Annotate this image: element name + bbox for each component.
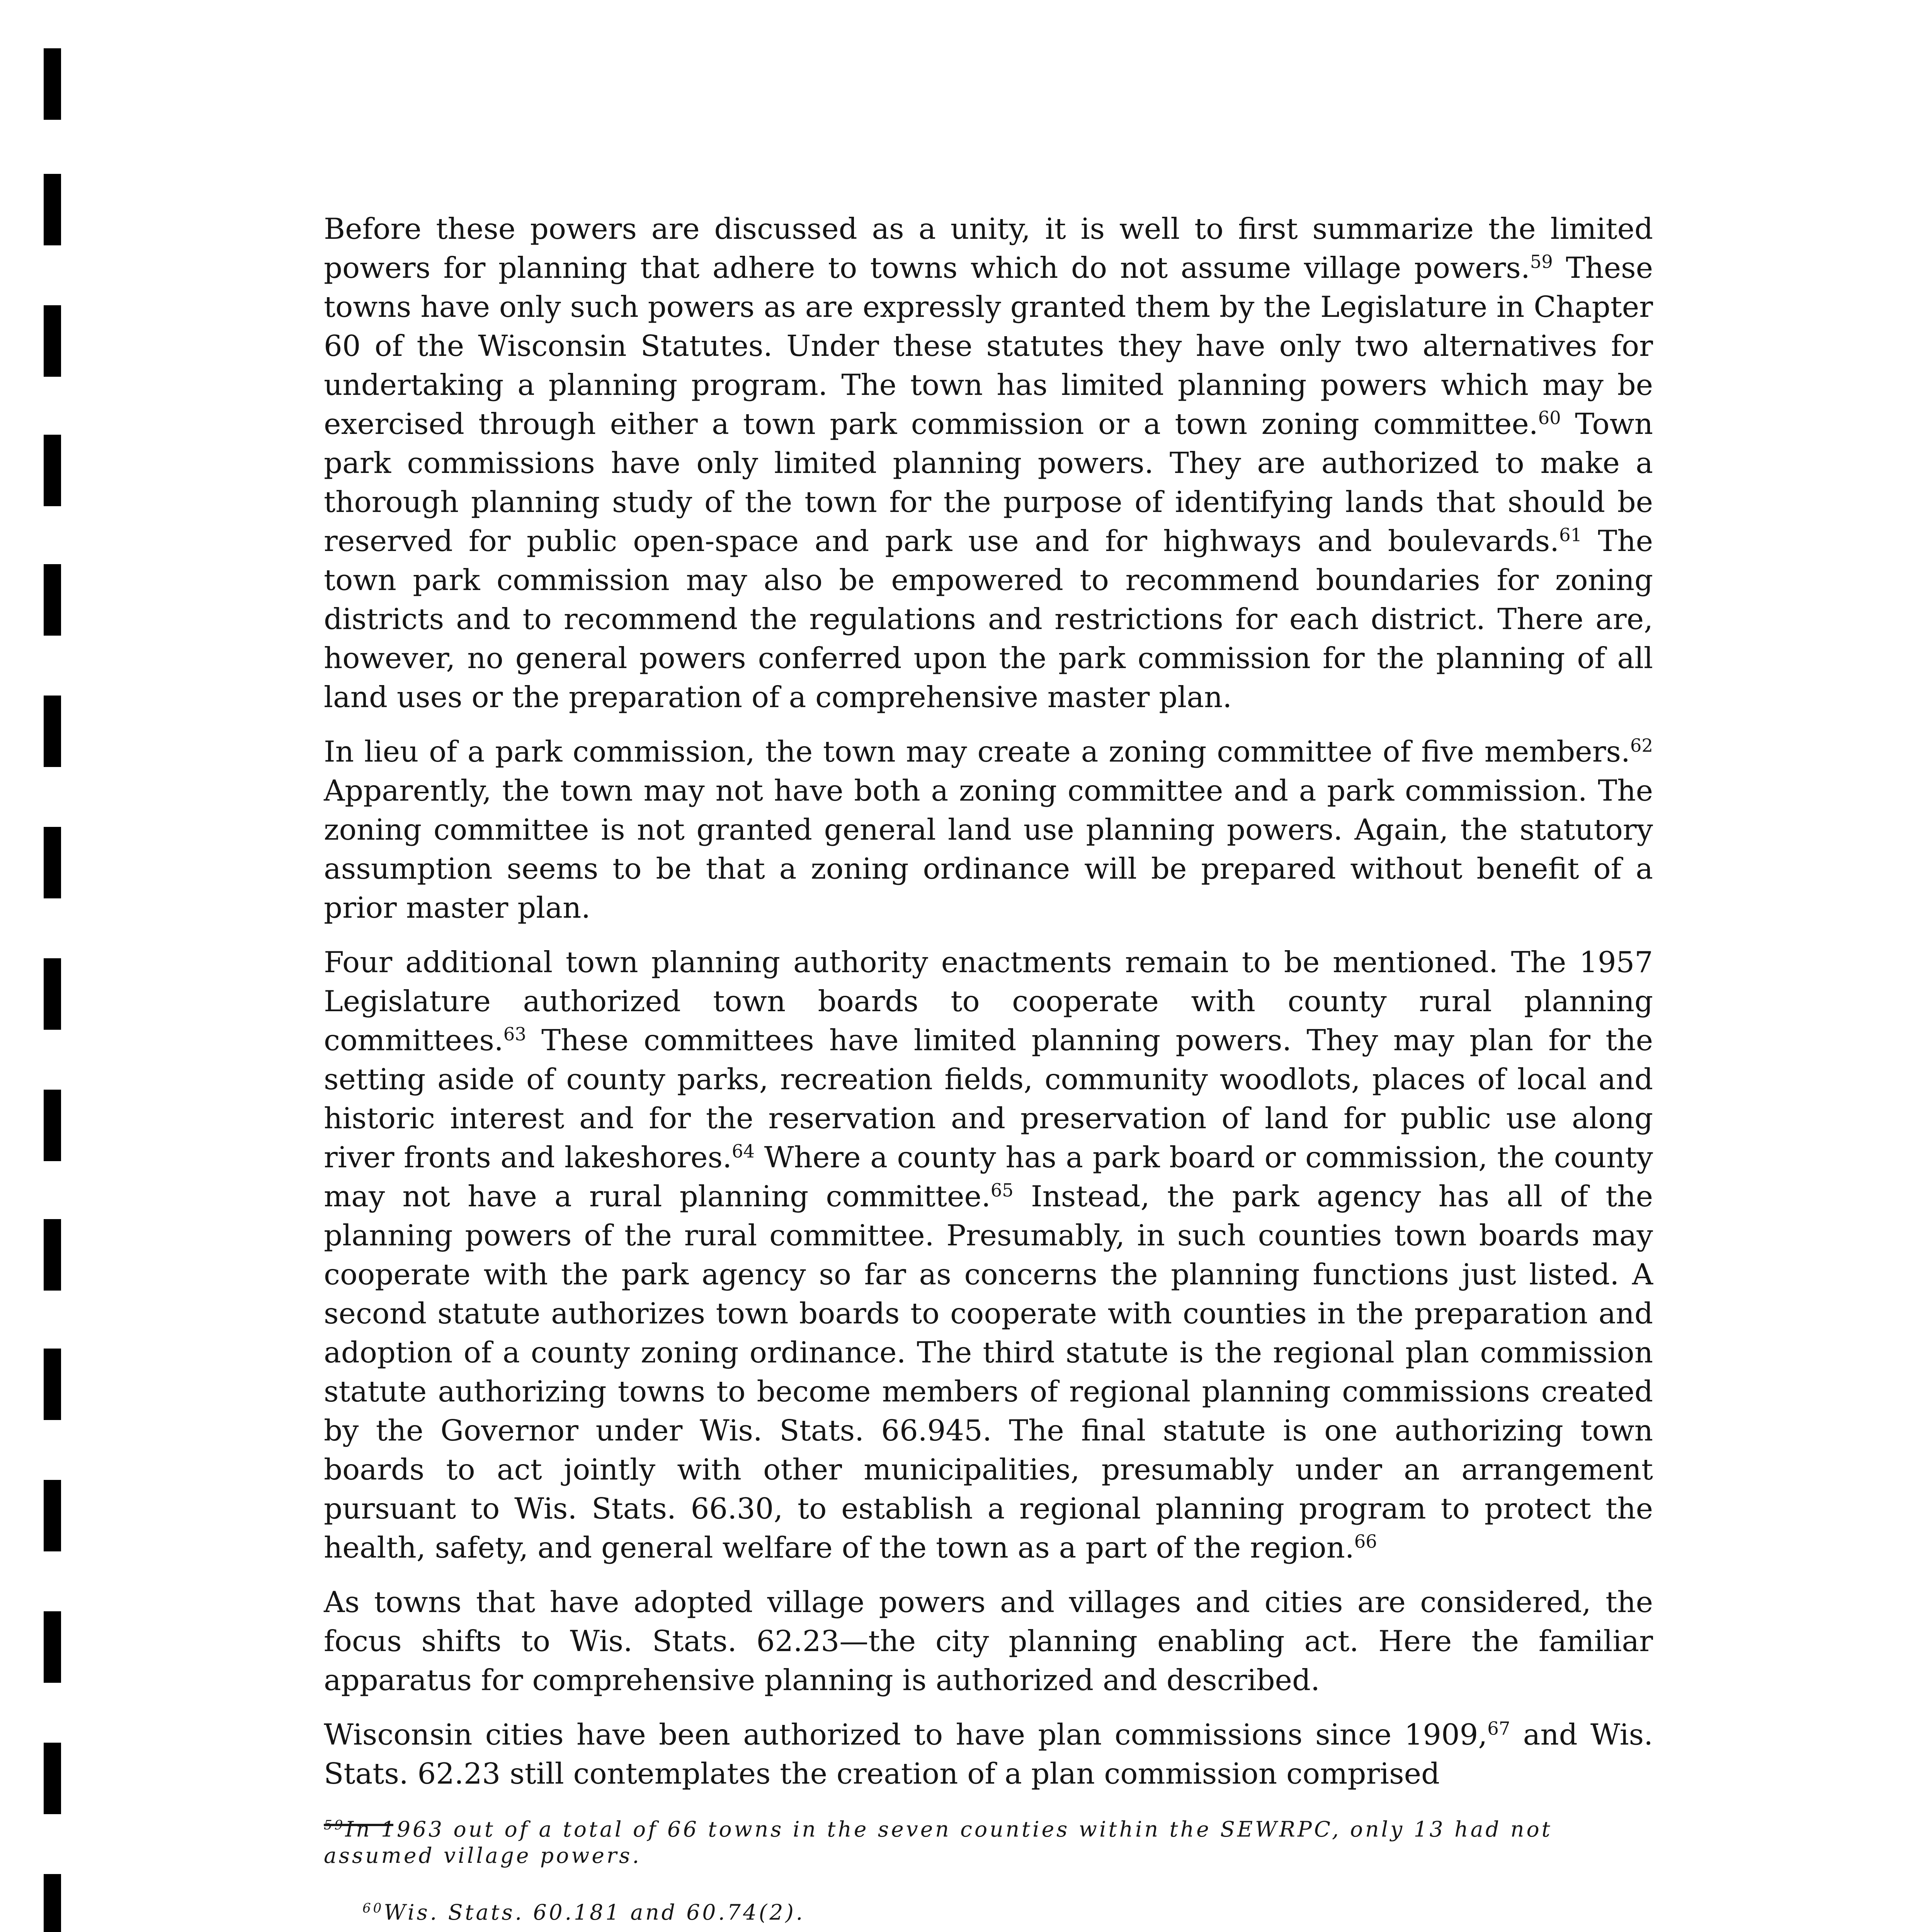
text-run: These committees have limited planning powers. They may plan for the setting aside of county parks, recreation fields, community woodlots, places of local and historic interest and for the reservation and preservation of land for public use along river fronts and lakeshores.: [324, 1023, 1653, 1174]
paragraph: [324, 209, 1653, 717]
text-run: Before these powers are discussed as a unity, it is well to first summarize the limited powers for planning that adhere to towns which do not assume village powers.: [324, 212, 1653, 285]
footnote-marker: 66: [1354, 1531, 1377, 1552]
footnote-marker: 59: [1530, 251, 1553, 272]
text-run: Where a county has a park board or commission, the county may not have a rural planning committee.: [324, 1140, 1653, 1213]
binding-mark: [44, 48, 61, 120]
text-run: These towns have only such powers as are expressly granted them by the Legislature in Chapter 60 of the Wisconsin Statutes. Under these statutes they have only two alternatives for undertaking a planning program. The town has limited planning powers which may be exercised through either a town park commission or a town zoning committee.: [324, 251, 1653, 441]
footnote: [324, 1886, 1653, 1932]
paragraph: [324, 1583, 1653, 1700]
text-run: Town park commissions have only limited planning powers. They are authorized to make a thorough planning study of the town for the purpose of identifying lands that should be reserved for public open-space and park use and for highways and boulevards.: [324, 407, 1653, 558]
footnote-text: In 1963 out of a total of 66 towns in the seven counties within the SEWRPC, only 13 had not assumed village powers.: [324, 1817, 1553, 1868]
footnote: [324, 1816, 1653, 1869]
binding-mark: [44, 1090, 61, 1161]
footnote-marker: 64: [731, 1141, 755, 1162]
text-run: Wisconsin cities have been authorized to have plan commissions since 1909,: [324, 1718, 1488, 1752]
footnote-marker: 61: [1559, 524, 1582, 546]
text-run: Apparently, the town may not have both a zoning committee and a park commission. The zoning committee is not granted general land use planning powers. Again, the statutory assumption seems to be that a zoning ordinance will be prepared without benefit of a prior master plan.: [324, 774, 1653, 925]
footnote-marker: 62: [1630, 735, 1653, 756]
binding-mark: [44, 1743, 61, 1814]
text-run: In lieu of a park commission, the town may create a zoning committee of five members.: [324, 735, 1630, 769]
binding-mark: [44, 1874, 61, 1932]
text-run: As towns that have adopted village powers and villages and cities are considered, the focus shifts to Wis. Stats. 62.23—the city planning enabling act. Here the familiar apparatus for comprehensive planning is authorized and described.: [324, 1585, 1653, 1697]
footnote-text: Wis. Stats. 60.181 and 60.74(2).: [384, 1900, 805, 1925]
binding-mark: [44, 174, 61, 245]
text-run: Instead, the park agency has all of the planning powers of the rural committee. Presumably, in such counties town boards may cooperate with the park agency so far as concerns the planning functions just listed. A second statute authorizes town boards to cooperate with counties in the preparation and adoption of a county zoning ordinance. The third statute is the regional plan commission statute authorizing towns to become members of regional planning commissions created by the Governor under Wis. Stats. 66.945. The final statute is one authorizing town boards to act jointly with other municipalities, presumably under an arrangement pursuant to Wis. Stats. 66.30, to establish a regional planning program to protect the health, safety, and general welfare of the town as a part of the region.: [324, 1179, 1653, 1565]
binding-mark: [44, 1480, 61, 1551]
footnote-marker: 63: [503, 1024, 526, 1045]
footnote-number: 60: [362, 1900, 384, 1916]
binding-mark: [44, 435, 61, 506]
paragraph: [324, 943, 1653, 1567]
footnote-marker: 65: [990, 1180, 1014, 1201]
text-run: Four additional town planning authority enactments remain to be mentioned. The 1957 Legislature authorized town boards to cooperate with county rural planning committees.: [324, 945, 1653, 1057]
binding-mark: [44, 305, 61, 377]
binding-mark: [44, 827, 61, 898]
binding-mark: [44, 1611, 61, 1683]
footnote-marker: 67: [1487, 1718, 1510, 1739]
binding-mark: [44, 1219, 61, 1291]
paragraph: [324, 1715, 1653, 1793]
text-run: The town park commission may also be empowered to recommend boundaries for zoning districts and to recommend the regulations and restrictions for each district. There are, however, no general powers conferred upon the park commission for the planning of all land uses or the preparation of a comprehensive master plan.: [324, 524, 1653, 714]
footnote-number: 59: [324, 1817, 345, 1833]
binding-mark: [44, 958, 61, 1030]
binding-mark: [44, 564, 61, 636]
footnotes: [324, 1816, 1653, 1932]
paragraph: [324, 732, 1653, 927]
binding-mark: [44, 696, 61, 767]
body-text: [324, 209, 1653, 1793]
binding-mark: [44, 1349, 61, 1420]
footnote-marker: 60: [1538, 407, 1561, 429]
text-run: and Wis. Stats. 62.23 still contemplates the creation of a plan commission comprised: [324, 1718, 1653, 1791]
